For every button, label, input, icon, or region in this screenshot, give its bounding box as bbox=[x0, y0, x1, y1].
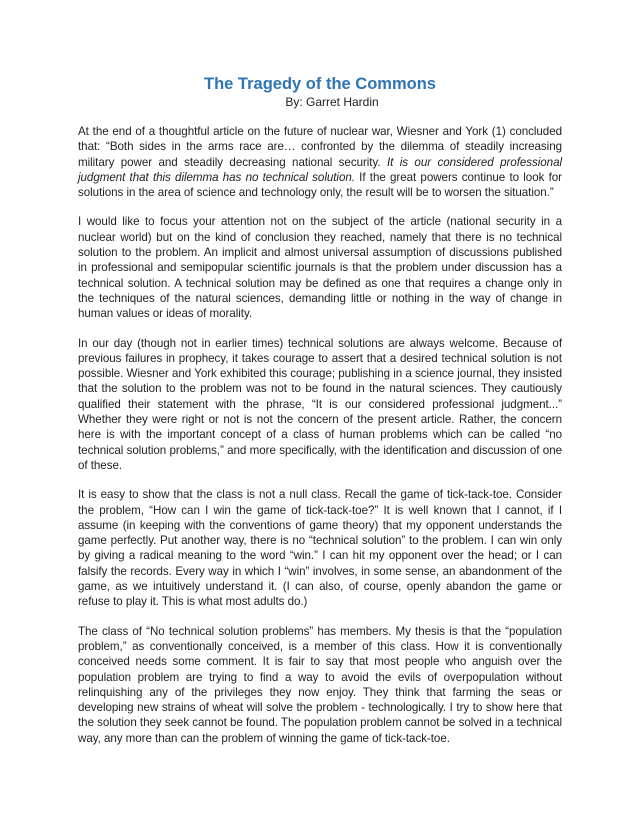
document-page bbox=[78, 74, 562, 760]
paragraph-5: The class of “No technical solution problems” has members. My thesis is that the “population problem,” as conventionally conceived, is a member of this class. How it is conventionally conceived needs some comment. It is fair to say that most people who anguish over the population problem are trying to find a way to avoid the evils of overpopulation without relinquishing any of the privileges they now enjoy. They think that farming the seas or developing new strains of wheat will solve the problem - technologically. I try to show here that the solution they seek cannot be found. The population problem cannot be solved in a technical way, any more than can the problem of winning the game of tick-tack-toe. bbox=[78, 624, 562, 745]
paragraph-3: In our day (though not in earlier times) technical solutions are always welcome. Because of previous failures in prophecy, it takes courage to assert that a desired technical solution is not possible. Wiesner and York exhibited this courage; publishing in a science journal, they insisted that the solution to the problem was not to be found in the natural sciences. They cautiously qualified their statement with the phrase, “It is our considered professional judgment...” Whether they were right or not is not the concern of the present article. Rather, the concern here is with the important concept of a class of human problems which can be called “no technical solution problems,” and more specifically, with the identification and discussion of one of these. bbox=[78, 336, 562, 472]
paragraph-4: It is easy to show that the class is not a null class. Recall the game of tick-tack-toe. Consider the problem, “How can I win the game of tick-tack-toe?” It is well known that I cannot, if I assume (in keeping with the conventions of game theory) that my opponent understands the game perfectly. Put another way, there is no “technical solution” to the problem. I can win only by giving a radical meaning to the word “win.” I can hit my opponent over the head; or I can falsify the records. Every way in which I “win” involves, in some sense, an abandonment of the game, as we intuitively understand it. (I can also, of course, openly abandon the game or refuse to play it. This is what most adults do.) bbox=[78, 488, 562, 609]
document-byline: By: Garret Hardin bbox=[285, 95, 379, 109]
paragraph-1-text-after: If the great powers continue to look for solutions in the area of science and technology only, the result will be to worsen the situation.” bbox=[78, 170, 562, 200]
paragraph-2: I would like to focus your attention not on the subject of the article (national security in a nuclear world) but on the kind of conclusion they reached, namely that there is no technical solution to the problem. An implicit and almost universal assumption of discussions published in professional and semipopular scientific journals is that the problem under discussion has a technical solution. A technical solution may be defined as one that requires a change only in the techniques of the natural sciences, demanding little or nothing in the way of change in human values or ideas of morality. bbox=[78, 215, 562, 321]
paragraph-1-text-before: At the end of a thoughtful article on the future of nuclear war, Wiesner and York (1) concluded that: “Both sides in the arms race are… confronted by the dilemma of steadily increasing military power and steadily decreasing national security. bbox=[78, 125, 562, 169]
paragraph-1-emphasis: It is our considered professional judgment that this dilemma has no technical solution. bbox=[78, 155, 562, 184]
paragraph-1 bbox=[78, 124, 562, 200]
document-title: The Tragedy of the Commons bbox=[204, 75, 436, 93]
